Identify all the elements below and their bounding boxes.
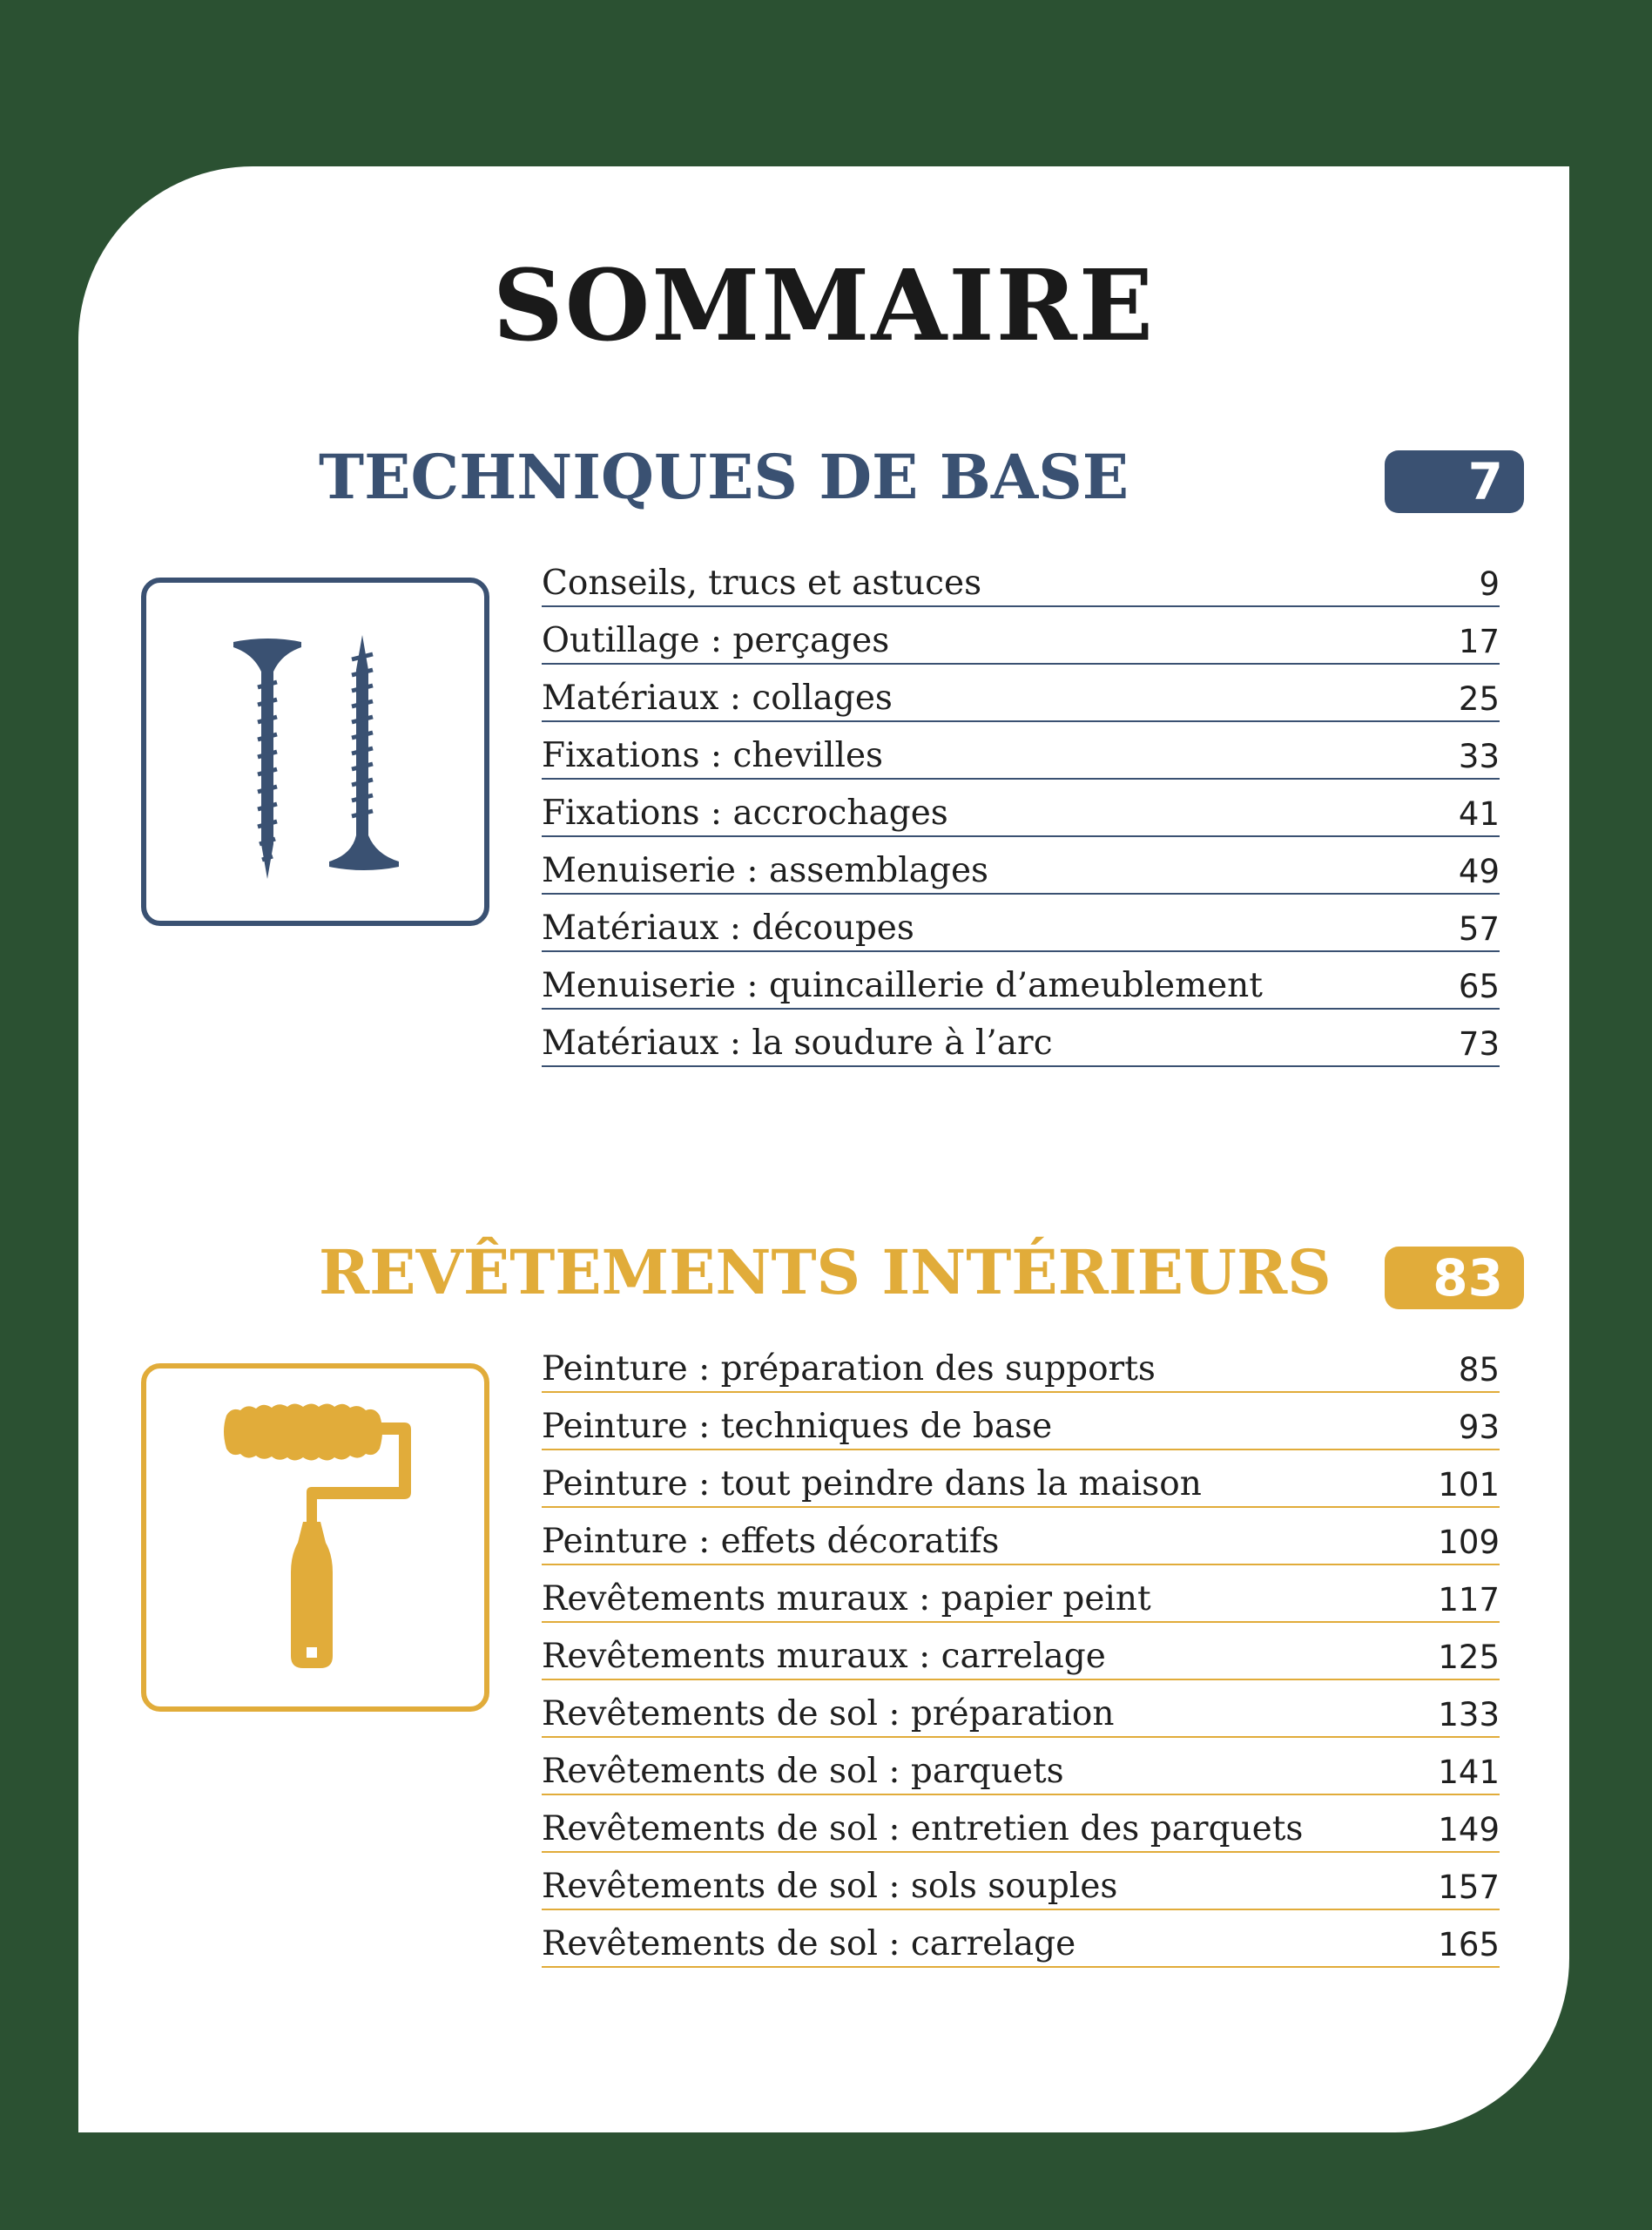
paint-roller-icon-box — [141, 1363, 489, 1712]
toc-entry-page: 93 — [1458, 1409, 1500, 1446]
toc-row[interactable] — [542, 1623, 1500, 1680]
toc-entry-page: 57 — [1458, 910, 1500, 948]
toc-row[interactable] — [542, 895, 1500, 952]
toc-entry-label: Peinture : tout peindre dans la maison — [542, 1464, 1202, 1504]
toc-row[interactable] — [542, 1393, 1500, 1450]
page-sheet — [78, 166, 1569, 2132]
toc-entry-page: 109 — [1438, 1524, 1500, 1561]
toc-row[interactable] — [542, 1450, 1500, 1508]
paint-roller-icon — [146, 1368, 484, 1706]
toc-entry-label: Revêtements muraux : papier peint — [542, 1579, 1151, 1618]
toc-entry-label: Revêtements muraux : carrelage — [542, 1637, 1106, 1676]
toc-row[interactable] — [542, 1795, 1500, 1853]
toc-row[interactable] — [542, 1910, 1500, 1968]
toc-row[interactable] — [542, 1508, 1500, 1565]
toc-entry-label: Revêtements de sol : carrelage — [542, 1924, 1076, 1963]
toc-row[interactable] — [542, 550, 1500, 607]
toc-entry-label: Peinture : préparation des supports — [542, 1349, 1156, 1389]
toc-entry-page: 33 — [1458, 738, 1500, 775]
toc-row[interactable] — [542, 952, 1500, 1010]
toc-entry-label: Fixations : chevilles — [542, 736, 884, 775]
toc-entry-page: 141 — [1438, 1754, 1500, 1791]
toc-row[interactable] — [542, 722, 1500, 780]
toc-list-revetements — [542, 1335, 1500, 1968]
toc-entry-page: 73 — [1458, 1025, 1500, 1063]
toc-entry-label: Menuiserie : quincaillerie d’ameublement — [542, 966, 1263, 1005]
toc-entry-page: 101 — [1438, 1466, 1500, 1504]
toc-row[interactable] — [542, 607, 1500, 665]
toc-row[interactable] — [542, 1680, 1500, 1738]
page-title: SOMMAIRE — [492, 249, 1156, 363]
section-page-badge-revetements: 83 — [1385, 1247, 1524, 1309]
toc-entry-page: 41 — [1458, 795, 1500, 833]
toc-entry-label: Matériaux : la soudure à l’arc — [542, 1024, 1053, 1063]
toc-entry-page: 149 — [1438, 1811, 1500, 1848]
toc-row[interactable] — [542, 1738, 1500, 1795]
toc-entry-label: Revêtements de sol : sols souples — [542, 1867, 1118, 1906]
toc-row[interactable] — [542, 1565, 1500, 1623]
toc-entry-page: 17 — [1458, 623, 1500, 660]
toc-entry-page: 157 — [1438, 1868, 1500, 1906]
toc-row[interactable] — [542, 1853, 1500, 1910]
toc-list-techniques — [542, 550, 1500, 1067]
toc-entry-page: 133 — [1438, 1696, 1500, 1733]
toc-row[interactable] — [542, 780, 1500, 837]
toc-row[interactable] — [542, 665, 1500, 722]
screws-icon — [146, 583, 484, 921]
screws-icon-box — [141, 578, 489, 926]
toc-entry-label: Peinture : effets décoratifs — [542, 1522, 1000, 1561]
toc-entry-page: 49 — [1458, 853, 1500, 890]
toc-entry-page: 85 — [1458, 1351, 1500, 1389]
toc-row[interactable] — [542, 1010, 1500, 1067]
toc-entry-label: Matériaux : découpes — [542, 909, 914, 948]
toc-entry-label: Conseils, trucs et astuces — [542, 564, 982, 603]
toc-entry-label: Menuiserie : assemblages — [542, 851, 989, 890]
toc-entry-label: Revêtements de sol : préparation — [542, 1694, 1115, 1733]
section-title-revetements: REVÊTEMENTS INTÉRIEURS — [319, 1236, 1332, 1308]
toc-entry-page: 9 — [1479, 565, 1500, 603]
toc-entry-page: 25 — [1458, 680, 1500, 718]
toc-entry-label: Fixations : accrochages — [542, 794, 948, 833]
toc-entry-label: Outillage : perçages — [542, 621, 890, 660]
section-page-badge-techniques: 7 — [1385, 450, 1524, 513]
toc-row[interactable] — [542, 1335, 1500, 1393]
toc-entry-label: Peinture : techniques de base — [542, 1407, 1053, 1446]
toc-entry-page: 117 — [1438, 1581, 1500, 1618]
toc-entry-label: Matériaux : collages — [542, 679, 893, 718]
toc-entry-label: Revêtements de sol : entretien des parquets — [542, 1809, 1304, 1848]
toc-entry-label: Revêtements de sol : parquets — [542, 1752, 1064, 1791]
toc-entry-page: 65 — [1458, 968, 1500, 1005]
toc-row[interactable] — [542, 837, 1500, 895]
toc-entry-page: 165 — [1438, 1926, 1500, 1963]
toc-entry-page: 125 — [1438, 1639, 1500, 1676]
section-title-techniques: TECHNIQUES DE BASE — [319, 441, 1129, 513]
